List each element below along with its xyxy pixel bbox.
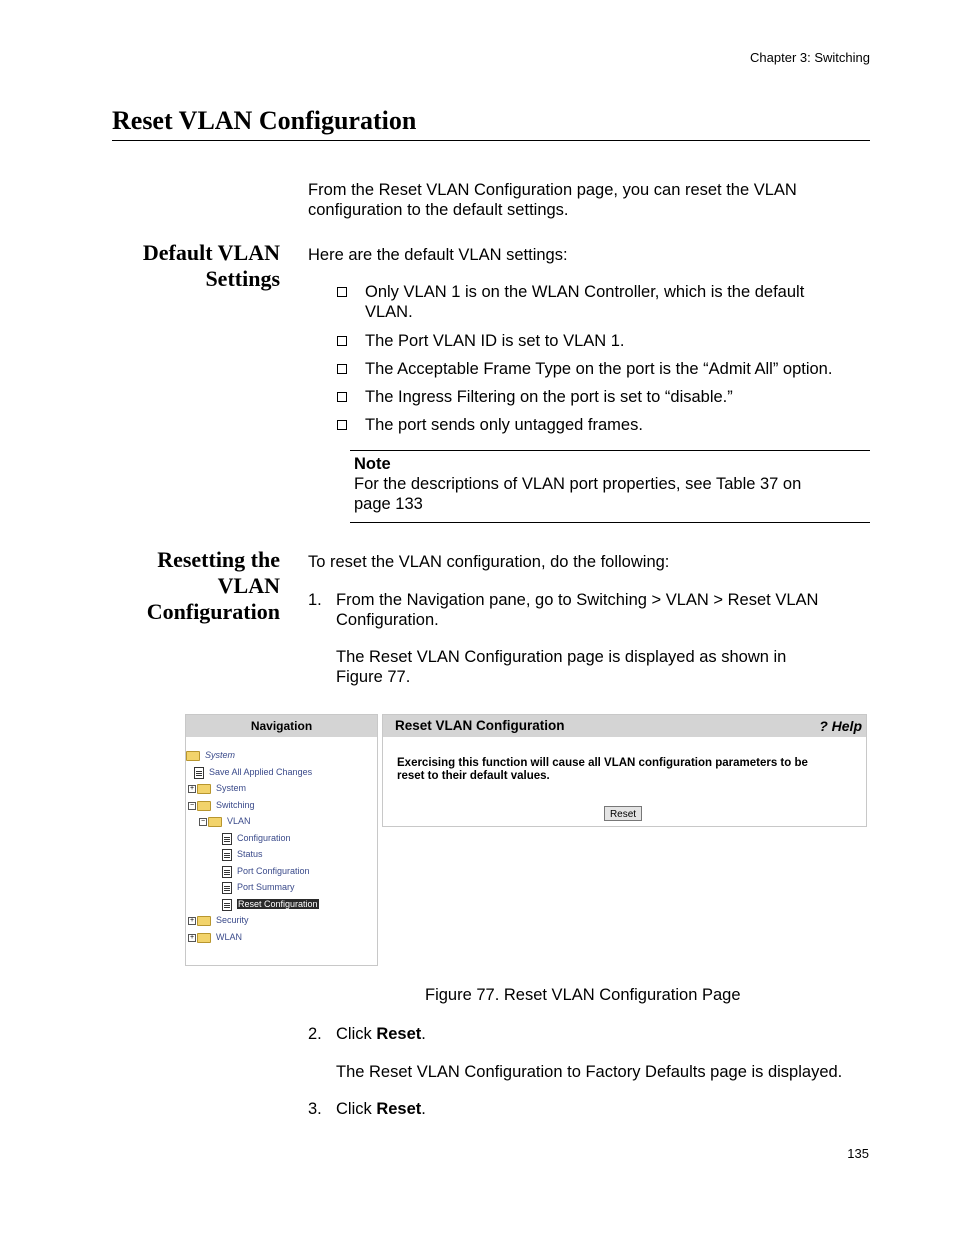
folder-open-icon — [186, 751, 200, 761]
expand-icon[interactable]: + — [189, 916, 195, 924]
tree-item-configuration[interactable] — [222, 831, 291, 845]
page-number: 135 — [847, 1146, 869, 1161]
tree-label: System — [205, 750, 236, 760]
bullet-icon — [337, 420, 347, 430]
tree-label: Security — [216, 915, 249, 925]
page-title: Reset VLAN Configuration — [112, 106, 417, 135]
list-item-line: Only VLAN 1 is on the WLAN Controller, which is the default — [365, 283, 805, 301]
section-heading-default-settings — [100, 240, 280, 292]
step-text: . — [421, 1025, 426, 1043]
panel-title: Reset VLAN Configuration — [395, 718, 565, 733]
tree-label: System — [216, 783, 247, 793]
list-item: The Port VLAN ID is set to VLAN 1. — [365, 332, 625, 350]
reset-button[interactable]: Reset — [604, 806, 642, 821]
intro-paragraph — [308, 180, 797, 220]
heading-line: Default VLAN — [142, 240, 280, 265]
bullet-icon — [337, 364, 347, 374]
tree-item-port-configuration[interactable] — [222, 864, 310, 878]
heading-line: Configuration — [146, 599, 280, 624]
chapter-header: Chapter 3: Switching — [750, 50, 870, 65]
list-item: The port sends only untagged frames. — [365, 416, 643, 434]
tree-item-system-root[interactable] — [186, 748, 235, 762]
page-icon — [222, 882, 232, 894]
bullet-icon — [337, 336, 347, 346]
step-text: . — [421, 1100, 426, 1118]
page-icon — [194, 767, 204, 779]
tree-label: Status — [237, 849, 263, 859]
tree-label-selected: Reset Configuration — [238, 899, 318, 909]
note-line: page 133 — [354, 495, 423, 513]
heading-line: Resetting the — [157, 547, 280, 572]
list-item-line: VLAN. — [365, 303, 413, 321]
collapse-icon[interactable]: − — [200, 817, 206, 825]
panel-header — [383, 715, 866, 737]
step-text: Click — [336, 1025, 377, 1043]
list-item: The Ingress Filtering on the port is set to “disable.” — [365, 388, 733, 406]
tree-item-vlan[interactable] — [199, 814, 251, 828]
step-bold-term: Reset — [376, 1100, 422, 1118]
note-box — [354, 454, 801, 514]
step-line: From the Navigation pane, go to Switching > VLAN > Reset VLAN — [336, 591, 819, 609]
step-line: Figure 77. — [336, 668, 411, 686]
page-icon — [222, 899, 232, 911]
resetting-lead: To reset the VLAN configuration, do the following: — [308, 553, 670, 571]
folder-open-icon — [208, 817, 222, 827]
tree-label: Save All Applied Changes — [209, 767, 313, 777]
tree-label: WLAN — [216, 932, 243, 942]
warning-text: Exercising this function will cause all VLAN configuration parameters to be reset to their default values. — [397, 757, 808, 782]
collapse-icon[interactable]: − — [189, 801, 195, 809]
tree-item-reset-configuration[interactable] — [222, 897, 319, 911]
navigation-title: Navigation — [186, 715, 377, 737]
page-icon — [222, 866, 232, 878]
tree-item-status[interactable] — [222, 847, 263, 861]
step-bold-term: Reset — [376, 1025, 422, 1043]
page-icon — [222, 849, 232, 861]
tree-item-system[interactable] — [188, 781, 246, 795]
folder-icon — [197, 916, 211, 926]
step-number: 3. — [308, 1100, 322, 1118]
tree-item-switching[interactable] — [188, 798, 255, 812]
step-1-text — [336, 590, 818, 630]
intro-line: configuration to the default settings. — [308, 201, 569, 219]
step-number: 2. — [308, 1025, 322, 1043]
section-heading-resetting — [100, 547, 280, 625]
note-bottom-rule — [350, 522, 870, 523]
note-top-rule — [350, 450, 870, 451]
folder-icon — [197, 784, 211, 794]
step-3-text — [336, 1099, 426, 1119]
figure-caption: Figure 77. Reset VLAN Configuration Page — [425, 986, 741, 1004]
list-item — [365, 282, 804, 322]
step-2-result: The Reset VLAN Configuration to Factory Defaults page is displayed. — [336, 1063, 843, 1081]
title-divider — [112, 140, 870, 141]
step-line: The Reset VLAN Configuration page is displayed as shown in — [336, 648, 787, 666]
heading-line: Settings — [205, 266, 280, 291]
tree-item-port-summary[interactable] — [222, 880, 295, 894]
step-line: Configuration. — [336, 611, 439, 629]
tree-label: Switching — [216, 800, 255, 810]
note-line: For the descriptions of VLAN port properties, see Table 37 on — [354, 475, 802, 493]
step-text: Click — [336, 1100, 377, 1118]
step-1-result — [336, 647, 786, 687]
list-item: The Acceptable Frame Type on the port is the “Admit All” option. — [365, 360, 833, 378]
defaults-lead: Here are the default VLAN settings: — [308, 246, 568, 264]
tree-item-save-all[interactable] — [194, 765, 312, 779]
tree-label: Configuration — [237, 833, 291, 843]
tree-label: Port Summary — [237, 882, 295, 892]
expand-icon[interactable]: + — [189, 933, 195, 941]
reset-vlan-panel — [382, 714, 867, 827]
tree-label: Port Configuration — [237, 866, 310, 876]
step-2-text — [336, 1024, 426, 1044]
tree-item-security[interactable] — [188, 913, 249, 927]
tree-item-wlan[interactable] — [188, 930, 242, 944]
tree-label: VLAN — [227, 816, 251, 826]
step-number: 1. — [308, 591, 322, 609]
page-icon — [222, 833, 232, 845]
bullet-icon — [337, 287, 347, 297]
folder-icon — [197, 933, 211, 943]
expand-icon[interactable]: + — [189, 784, 195, 792]
folder-open-icon — [197, 801, 211, 811]
intro-line: From the Reset VLAN Configuration page, you can reset the VLAN — [308, 181, 797, 199]
bullet-icon — [337, 392, 347, 402]
navigation-panel — [185, 714, 378, 966]
help-link[interactable]: ? Help — [819, 718, 862, 734]
heading-line: VLAN — [217, 573, 280, 598]
note-label: Note — [354, 455, 391, 473]
